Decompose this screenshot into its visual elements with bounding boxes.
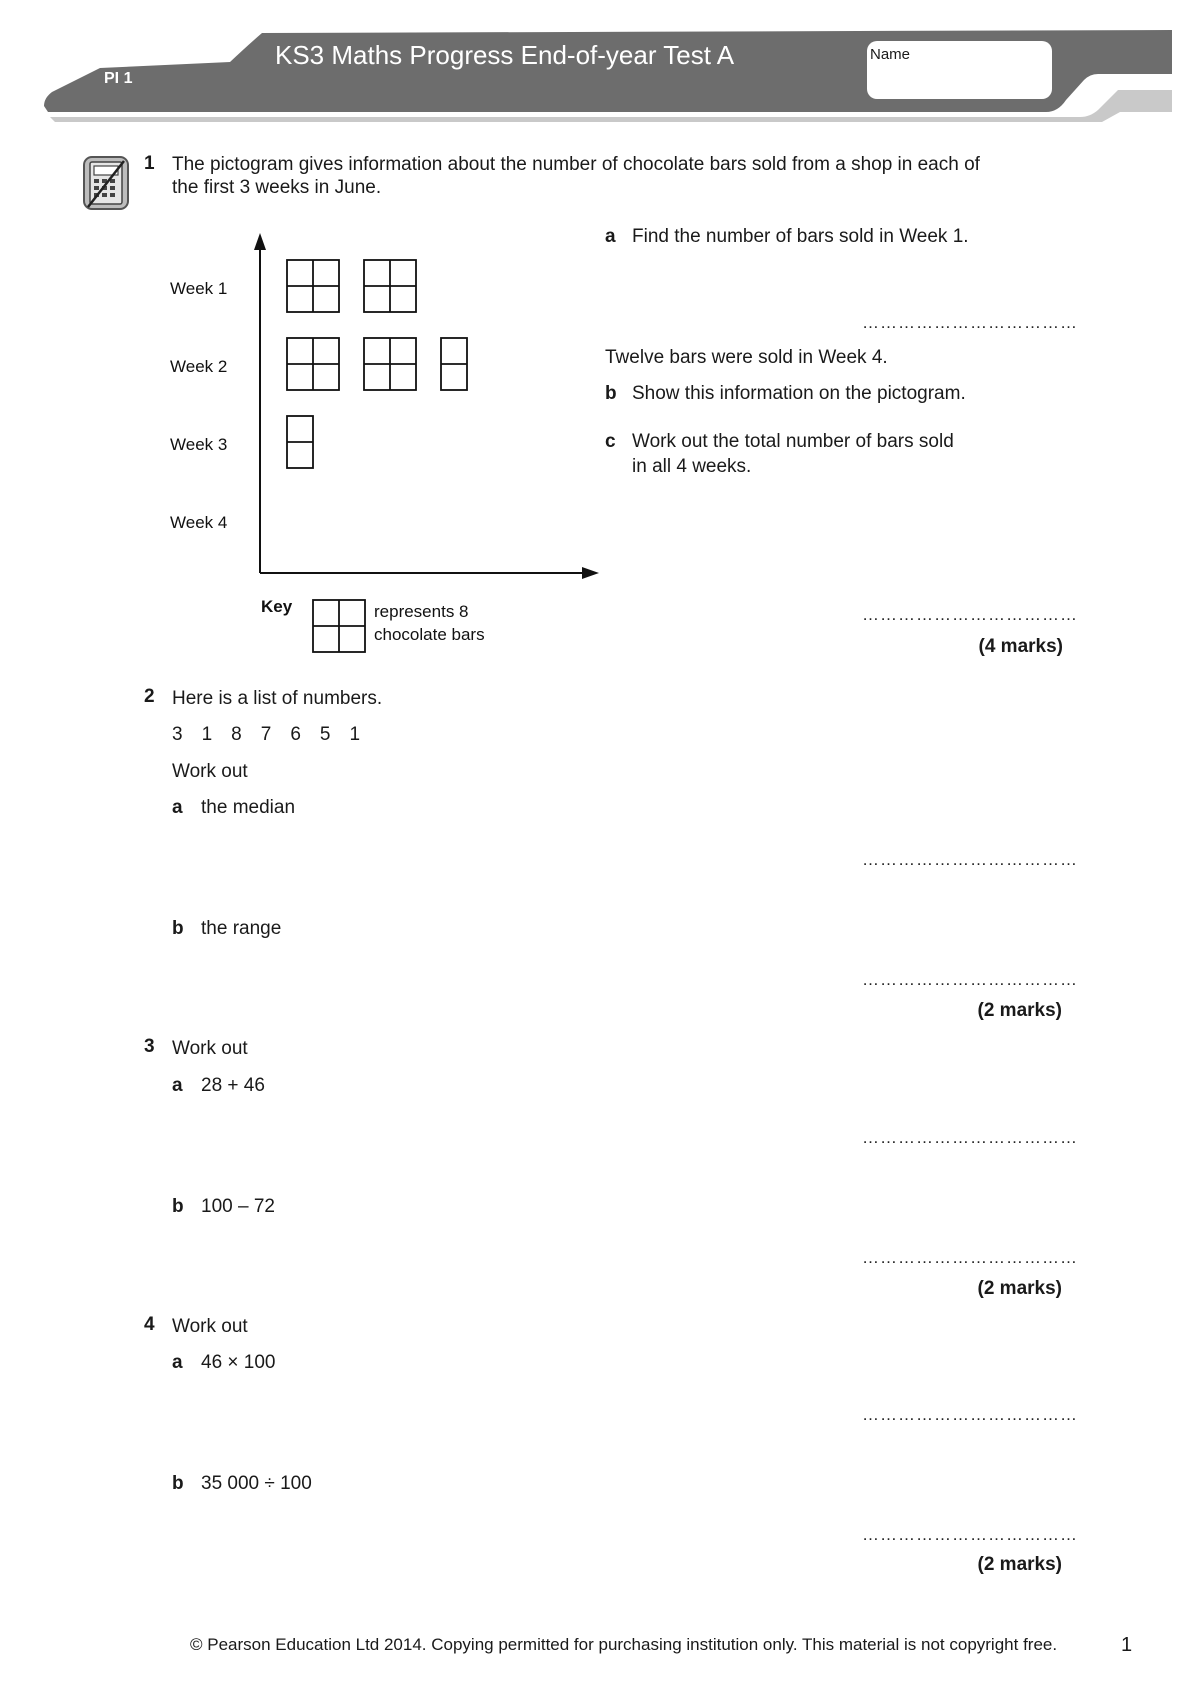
q3b-answer-line[interactable]: ……………………………… <box>862 1248 1078 1267</box>
q2-number: 2 <box>144 686 155 707</box>
name-label: Name <box>870 46 911 63</box>
list-number: 1 <box>201 724 213 745</box>
pictogram-symbol <box>364 338 416 390</box>
key-text-line2: chocolate bars <box>374 625 485 644</box>
q2b-letter: b <box>172 918 184 939</box>
y-axis-arrow <box>254 233 266 250</box>
q1c-text-line1: Work out the total number of bars sold <box>632 431 954 452</box>
q4-number: 4 <box>144 1314 155 1335</box>
pictogram-half-symbol <box>287 416 313 468</box>
section-code: PI 1 <box>104 70 133 87</box>
q2a-answer-line[interactable]: ……………………………… <box>862 850 1078 869</box>
q3a-letter: a <box>172 1075 183 1096</box>
q2-intro: Here is a list of numbers. <box>172 688 383 709</box>
q2-marks: (2 marks) <box>977 1000 1062 1021</box>
q1a-answer-line[interactable]: ……………………………… <box>862 313 1078 332</box>
q4-marks: (2 marks) <box>977 1554 1062 1575</box>
q2b-answer-line[interactable]: ……………………………… <box>862 970 1078 989</box>
list-number: 7 <box>260 724 272 745</box>
pictogram-symbol <box>364 260 416 312</box>
q3-marks: (2 marks) <box>977 1278 1062 1299</box>
q2a-letter: a <box>172 797 183 818</box>
x-axis-arrow <box>582 567 599 579</box>
q2a-text: the median <box>201 797 296 818</box>
list-number: 6 <box>290 724 301 745</box>
q1-intro-line2: the first 3 weeks in June. <box>172 177 382 198</box>
page-number: 1 <box>1121 1634 1133 1656</box>
row-label: Week 3 <box>170 435 228 454</box>
key-label: Key <box>261 597 293 616</box>
row-label: Week 2 <box>170 357 228 376</box>
pictogram-half-symbol <box>441 338 467 390</box>
q2b-text: the range <box>201 918 282 939</box>
key-symbol <box>313 600 365 652</box>
row-label: Week 4 <box>170 513 228 532</box>
q3-work-out: Work out <box>172 1038 248 1059</box>
footer-copyright: © Pearson Education Ltd 2014. Copying permitted for purchasing institution only. This material is not copyright free. <box>190 1635 1058 1654</box>
q4b-answer-line[interactable]: ……………………………… <box>862 1525 1078 1544</box>
q1-intro-line1: The pictogram gives information about the number of chocolate bars sold from a shop in each of <box>172 154 980 175</box>
key-text-line1: represents 8 <box>374 602 469 621</box>
name-input[interactable] <box>876 64 1046 94</box>
q1a-text: Find the number of bars sold in Week 1. <box>632 226 969 247</box>
pictogram-symbol <box>287 338 339 390</box>
q1a-letter: a <box>605 226 616 247</box>
page-title: KS3 Maths Progress End-of-year Test A <box>275 40 735 70</box>
q4a-answer-line[interactable]: ……………………………… <box>862 1405 1078 1424</box>
q3a-answer-line[interactable]: ……………………………… <box>862 1128 1078 1147</box>
q3b-text: 100 – 72 <box>201 1196 275 1217</box>
q4b-letter: b <box>172 1473 184 1494</box>
q4a-text: 46 × 100 <box>201 1352 276 1373</box>
pictogram-symbol <box>287 260 339 312</box>
list-number: 8 <box>231 724 242 745</box>
q3a-text: 28 + 46 <box>201 1075 265 1096</box>
q3-number: 3 <box>144 1036 155 1057</box>
row-label: Week 1 <box>170 279 228 298</box>
q1c-answer-line[interactable]: ……………………………… <box>862 605 1078 624</box>
q4b-text: 35 000 ÷ 100 <box>201 1473 312 1494</box>
q1b-letter: b <box>605 383 617 404</box>
q1-number: 1 <box>144 153 155 174</box>
pictogram <box>0 0 620 680</box>
q4-work-out: Work out <box>172 1316 248 1337</box>
q3b-letter: b <box>172 1196 184 1217</box>
q1c-text-line2: in all 4 weeks. <box>632 456 752 477</box>
q2-number-list <box>172 722 360 747</box>
list-number: 3 <box>172 724 183 745</box>
list-number: 1 <box>349 724 361 745</box>
q2-work-out: Work out <box>172 761 248 782</box>
list-number: 5 <box>319 724 331 745</box>
q1-statement: Twelve bars were sold in Week 4. <box>605 347 888 368</box>
q1b-text: Show this information on the pictogram. <box>632 383 966 404</box>
q1-marks: (4 marks) <box>978 636 1063 657</box>
q4a-letter: a <box>172 1352 183 1373</box>
q1c-letter: c <box>605 431 616 452</box>
